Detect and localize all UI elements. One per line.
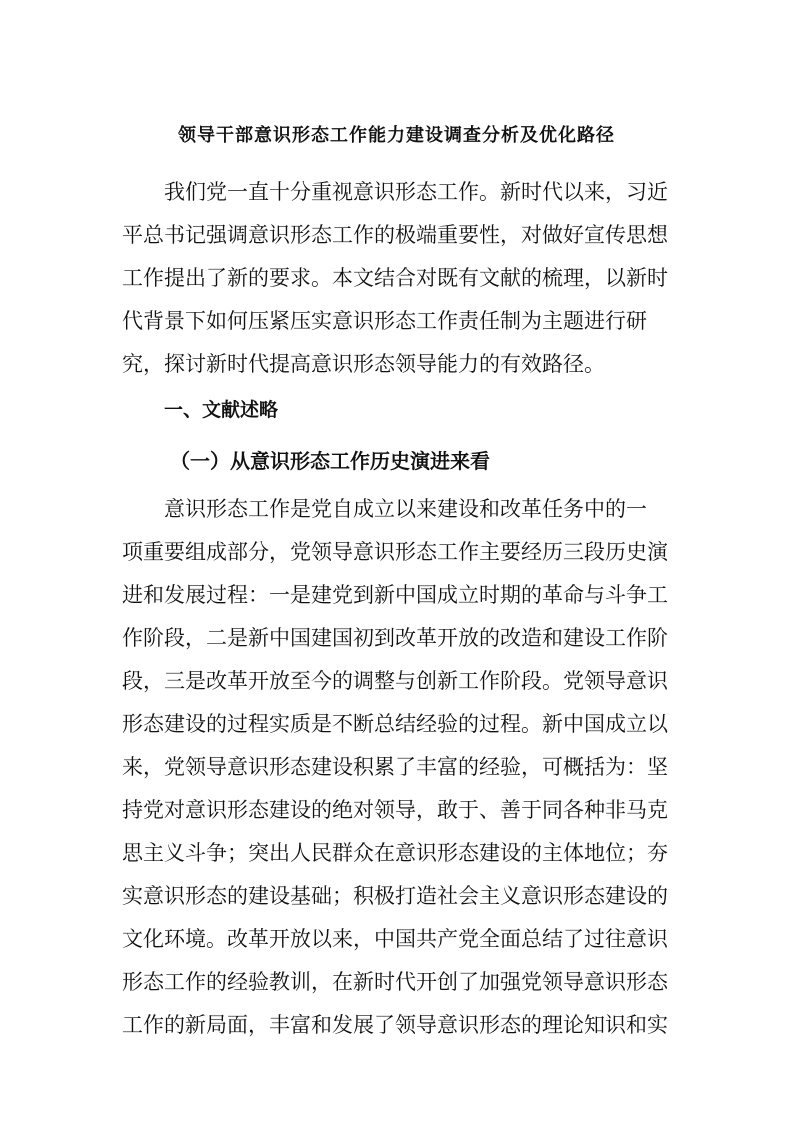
body-line-11: 文化环境。改革开放以来，中国共产党全面总结了过往意识 <box>122 927 668 951</box>
body-line-2: 项重要组成部分，党领导意识形态工作主要经历三段历史演 <box>122 540 668 564</box>
body-line-4: 作阶段，二是新中国建国初到改革开放的改造和建设工作阶 <box>122 626 668 650</box>
body-line-7: 来，党领导意识形态建设积累了丰富的经验，可概括为：坚 <box>122 755 668 779</box>
body-line-3: 进和发展过程：一是建党到新中国成立时期的革命与斗争工 <box>122 583 668 607</box>
body-line-12: 形态工作的经验教训，在新时代开创了加强党领导意识形态 <box>122 970 668 994</box>
intro-line-4: 代背景下如何压紧压实意识形态工作责任制为主题进行研 <box>122 309 647 333</box>
intro-line-3: 工作提出了新的要求。本文结合对既有文献的梳理，以新时 <box>122 266 668 290</box>
intro-line-2: 平总书记强调意识形态工作的极端重要性，对做好宣传思想 <box>122 223 668 247</box>
body-line-10: 实意识形态的建设基础；积极打造社会主义意识形态建设的 <box>122 884 668 908</box>
body-line-1: 意识形态工作是党自成立以来建设和改革任务中的一 <box>164 497 647 521</box>
document-title: 领导干部意识形态工作能力建设调查分析及优化路径 <box>178 125 615 146</box>
intro-line-5: 究，探讨新时代提高意识形态领导能力的有效路径。 <box>122 352 605 376</box>
body-line-8: 持党对意识形态建设的绝对领导，敢于、善于同各种非马克 <box>122 798 668 822</box>
body-line-6: 形态建设的过程实质是不断总结经验的过程。新中国成立以 <box>122 712 668 736</box>
body-line-5: 段，三是改革开放至今的调整与创新工作阶段。党领导意识 <box>122 669 668 693</box>
subsection-heading-1: （一）从意识形态工作历史演进来看 <box>170 449 490 473</box>
body-line-13: 工作的新局面，丰富和发展了领导意识形态的理论知识和实 <box>122 1013 668 1037</box>
intro-line-1: 我们党一直十分重视意识形态工作。新时代以来，习近 <box>164 180 668 204</box>
section-heading-1: 一、文献述略 <box>164 399 279 421</box>
body-line-9: 思主义斗争；突出人民群众在意识形态建设的主体地位；夯 <box>122 841 668 865</box>
